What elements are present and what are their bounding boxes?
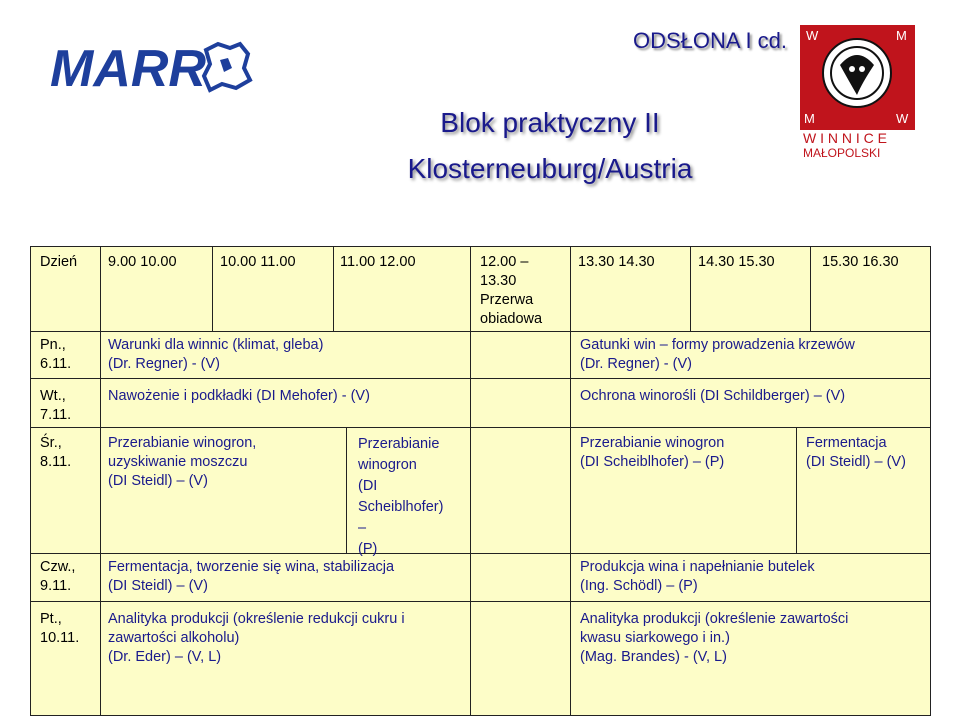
session-line: (DI bbox=[358, 478, 378, 494]
table-rule bbox=[30, 246, 31, 716]
marr-logo-text: MARR bbox=[50, 40, 206, 98]
session-line: Analityka produkcji (określenie zawartości bbox=[580, 611, 849, 627]
table-rule bbox=[690, 246, 691, 331]
session-line: Nawożenie i podkładki (DI Mehofer) - (V) bbox=[108, 388, 370, 404]
title-line-2: Klosterneuburg/Austria bbox=[407, 153, 693, 184]
table-rule bbox=[30, 378, 930, 379]
session-afternoon-2 bbox=[806, 434, 906, 472]
session-afternoon bbox=[580, 336, 855, 374]
session-line: (DI Scheiblhofer) – (P) bbox=[580, 454, 725, 470]
day-date: 9.11. bbox=[40, 578, 72, 594]
slide-subtitle: ODSŁONA I cd. bbox=[632, 28, 788, 53]
seal-letter-tl: W bbox=[806, 28, 819, 43]
session-line: Scheiblhofer) bbox=[358, 499, 444, 515]
table-rule bbox=[30, 601, 930, 602]
table-rule bbox=[212, 246, 213, 331]
table-rule bbox=[30, 427, 930, 428]
header-day: Dzień bbox=[40, 254, 78, 270]
table-rule bbox=[810, 246, 811, 331]
day-name: Wt., bbox=[40, 388, 66, 404]
session-line: (DI Steidl) – (V) bbox=[108, 473, 208, 489]
session-line: uzyskiwanie moszczu bbox=[108, 454, 248, 470]
session-line: Analityka produkcji (określenie redukcji cukru i bbox=[108, 611, 405, 627]
session-line: Produkcja wina i napełnianie butelek bbox=[580, 559, 815, 575]
session-line: Przerabianie winogron, bbox=[108, 435, 257, 451]
seal-name-1: W I N N I C E bbox=[803, 130, 887, 146]
header-time-3: 11.00 12.00 bbox=[340, 254, 416, 270]
seal-letter-bl: M bbox=[804, 111, 815, 126]
seal-letter-br: W bbox=[896, 111, 909, 126]
session-line: zawartości alkoholu) bbox=[108, 630, 240, 646]
session-line: Fermentacja bbox=[806, 435, 887, 451]
header-time-1: 9.00 10.00 bbox=[108, 254, 177, 270]
session-line: Gatunki win – formy prowadzenia krzewów bbox=[580, 337, 855, 353]
session-morning bbox=[108, 434, 256, 491]
session-line: (DI Steidl) – (V) bbox=[108, 578, 208, 594]
row-day bbox=[40, 387, 71, 425]
marr-logo bbox=[50, 28, 270, 108]
table-rule bbox=[30, 331, 930, 332]
session-morning-2 bbox=[358, 434, 443, 560]
header-time-2: 10.00 11.00 bbox=[220, 254, 296, 270]
header-time-6: 14.30 15.30 bbox=[698, 254, 775, 270]
session-line: (Dr. Regner) - (V) bbox=[580, 356, 692, 372]
map-icon bbox=[204, 44, 250, 90]
day-date: 8.11. bbox=[40, 454, 72, 470]
seal-letter-tr: M bbox=[896, 28, 907, 43]
day-name: Pt., bbox=[40, 611, 62, 627]
row-day bbox=[40, 610, 79, 648]
day-date: 10.11. bbox=[40, 630, 80, 646]
header-lunch-line: 12.00 – bbox=[480, 254, 529, 270]
header-lunch-line: 13.30 bbox=[480, 273, 517, 289]
session-line: (Ing. Schödl) – (P) bbox=[580, 578, 698, 594]
header-lunch bbox=[480, 253, 542, 329]
session-line: (DI Steidl) – (V) bbox=[806, 454, 906, 470]
session-afternoon bbox=[580, 558, 815, 596]
session-afternoon bbox=[580, 387, 845, 406]
title-line-1: Blok praktyczny II bbox=[440, 107, 660, 138]
table-rule bbox=[470, 246, 471, 716]
table-rule bbox=[796, 427, 797, 553]
session-line: Ochrona winorośli (DI Schildberger) – (V) bbox=[580, 388, 846, 404]
table-rule bbox=[570, 246, 571, 716]
slide-title bbox=[340, 100, 760, 192]
table-rule bbox=[930, 246, 931, 716]
session-morning bbox=[108, 336, 323, 374]
row-day bbox=[40, 434, 71, 472]
row-day bbox=[40, 336, 71, 374]
day-name: Śr., bbox=[40, 435, 62, 451]
header-time-7: 15.30 16.30 bbox=[822, 254, 899, 270]
session-morning bbox=[108, 610, 405, 667]
session-line: Przerabianie bbox=[358, 436, 440, 452]
session-line: kwasu siarkowego i in.) bbox=[580, 630, 730, 646]
session-afternoon bbox=[580, 434, 724, 472]
table-rule bbox=[30, 246, 930, 247]
session-line: (Dr. Eder) – (V, L) bbox=[108, 649, 222, 665]
session-morning bbox=[108, 558, 394, 596]
header-time-5: 13.30 14.30 bbox=[578, 254, 655, 270]
session-line: winogron bbox=[358, 457, 417, 473]
seal-name-2: MAŁOPOLSKI bbox=[803, 146, 881, 160]
session-line: – bbox=[358, 520, 367, 536]
row-day bbox=[40, 558, 75, 596]
day-date: 7.11. bbox=[40, 407, 72, 423]
day-name: Pn., bbox=[40, 337, 66, 353]
table-rule bbox=[100, 246, 101, 716]
table-rule bbox=[30, 553, 930, 554]
session-line: (Dr. Regner) - (V) bbox=[108, 356, 220, 372]
header-lunch-line: Przerwa bbox=[480, 292, 534, 308]
session-line: Fermentacja, tworzenie się wina, stabilizacja bbox=[108, 559, 395, 575]
header-lunch-line: obiadowa bbox=[480, 311, 543, 327]
winnice-malopolski-logo bbox=[800, 25, 915, 160]
session-morning bbox=[108, 387, 370, 406]
session-line: (P) bbox=[358, 541, 378, 557]
table-rule bbox=[346, 427, 347, 553]
day-name: Czw., bbox=[40, 559, 76, 575]
session-line: (Mag. Brandes) - (V, L) bbox=[580, 649, 727, 665]
session-line: Warunki dla winnic (klimat, gleba) bbox=[108, 337, 324, 353]
day-date: 6.11. bbox=[40, 356, 72, 372]
session-line: Przerabianie winogron bbox=[580, 435, 725, 451]
table-rule bbox=[333, 246, 334, 331]
session-afternoon bbox=[580, 610, 848, 667]
